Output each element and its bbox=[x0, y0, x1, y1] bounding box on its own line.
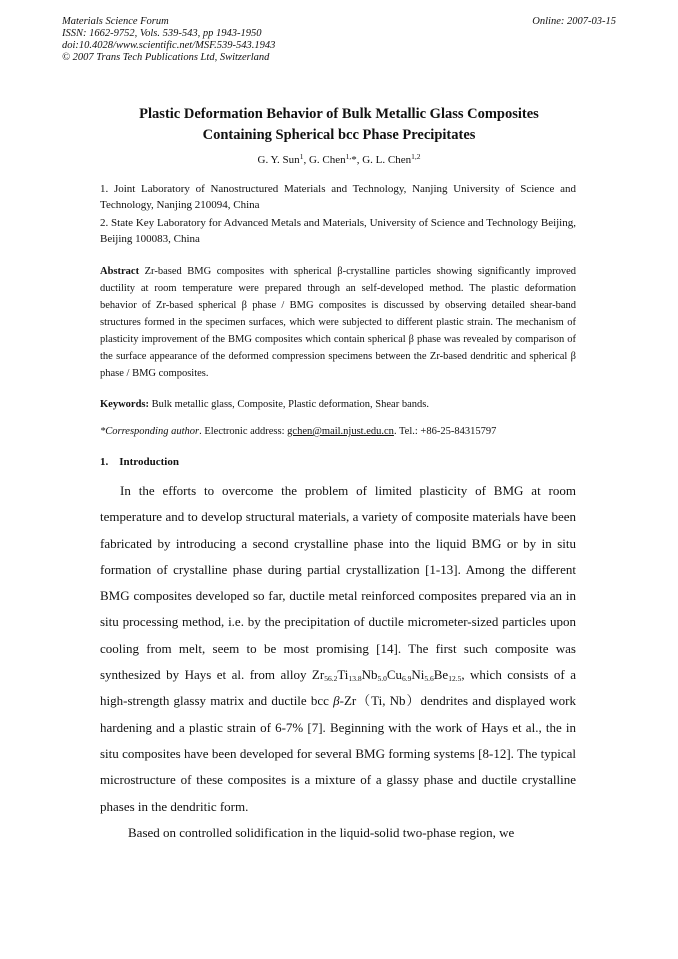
corresponding-text-2: . Tel.: +86-25-84315797 bbox=[393, 426, 497, 437]
intro-text-a: In the efforts to overcome the problem of limited plasticity of BMG at room temperature and to develop structural materials, a variety of composite materials have been fabricated by introducing a second crystalline phase into the liquid BMG or by in situ formation of crystalline phase during partial crystallization [1-13]. Among the different BMG composites developed so far, ductile metal reinforced composites prepared via an in situ processing method, i.e. by the precipitation of ductile micrometer-sized particles upon cooling from melt, seem to be most promising [14]. The first such composite was synthesized by Hays et al. from alloy bbox=[100, 483, 576, 683]
corresponding-author bbox=[100, 425, 576, 439]
alloy-element: Zr bbox=[311, 667, 325, 683]
doi-line: doi:10.4028/www.scientific.net/MSF.539-543.1943 bbox=[62, 40, 276, 51]
section-heading bbox=[100, 455, 179, 469]
intro-text-c: -Zr（Ti, Nb）dendrites and displayed work hardening and a plastic strain of 6-7% [7]. Beginning with the work of Hays et al., the in situ composites have been developed for several BMG forming systems [8-12]. The typical microstructure of these composites is a mixture of a glassy phase and ductile crystalline phases in the dendritic form. bbox=[100, 693, 577, 814]
alloy-subscript: 5.0 bbox=[377, 674, 387, 684]
intro-text-p2: Based on controlled solidification in the liquid-solid two-phase region, we bbox=[128, 824, 515, 840]
alloy-element: Ni bbox=[411, 667, 425, 683]
paragraph bbox=[100, 478, 576, 820]
corresponding-label: *Corresponding author bbox=[100, 426, 200, 437]
title-line-1: Plastic Deformation Behavior of Bulk Metallic Glass Composites bbox=[139, 106, 539, 122]
author-1-affil: 1 bbox=[299, 152, 304, 161]
alloy-subscript: 6.9 bbox=[402, 674, 412, 684]
copyright-line: © 2007 Trans Tech Publications Ltd, Switzerland bbox=[62, 52, 270, 63]
alloy-subscript: 5.6 bbox=[424, 674, 434, 684]
issn-line: ISSN: 1662-9752, Vols. 539-543, pp 1943-1950 bbox=[62, 28, 262, 39]
journal-meta bbox=[62, 16, 275, 64]
abstract bbox=[100, 263, 576, 382]
author-3: G. L. Chen bbox=[362, 154, 412, 166]
author-sep: , bbox=[356, 154, 363, 166]
alloy-element: Cu bbox=[386, 667, 402, 683]
keywords-text: Bulk metallic glass, Composite, Plastic deformation, Shear bands. bbox=[149, 399, 429, 410]
online-date: Online: 2007-03-15 bbox=[532, 16, 616, 27]
intro-text-b: , which consists of a high-strength glassy matrix and ductile bcc bbox=[100, 667, 576, 709]
affiliation-2: 2. State Key Laboratory for Advanced Metals and Materials, University of Science and Technology Beijing, Beijing 100083, China bbox=[100, 217, 576, 245]
abstract-text: Zr-based BMG composites with spherical β-crystalline particles showing significantly improved ductility at room temperature were prepared through an self-developed method. The plastic deformation behavior of Zr-based spherical β phase / BMG composites is discussed by observing detailed shear-band structures formed in the specimen surfaces, which were subjected to different plastic strain. The mechanism of plasticity improvement of the BMG composites which contain spherical β phase was revealed by comparison of the surface appearance of the deformed compression specimens between the Zr-based dendritic and spherical β phase / BMG composites. bbox=[100, 266, 576, 379]
alloy-element: Nb bbox=[361, 667, 378, 683]
paper-title bbox=[100, 104, 578, 146]
keywords bbox=[100, 398, 576, 412]
author-3-affil: 1,2 bbox=[411, 152, 421, 161]
alloy-element: Ti bbox=[337, 667, 349, 683]
email-link[interactable]: gchen@mail.njust.edu.cn bbox=[287, 426, 394, 437]
author-1: G. Y. Sun bbox=[257, 154, 300, 166]
author-2: G. Chen bbox=[308, 154, 346, 166]
keywords-label: Keywords: bbox=[100, 399, 149, 410]
corresponding-text-1: . Electronic address: bbox=[199, 426, 288, 437]
introduction-body bbox=[100, 478, 576, 846]
alloy-subscript: 56.2 bbox=[324, 674, 338, 684]
journal-name: Materials Science Forum bbox=[62, 16, 169, 27]
author-sep: , bbox=[303, 154, 309, 166]
alloy-subscript: 13.8 bbox=[348, 674, 362, 684]
paragraph bbox=[100, 820, 576, 846]
author-list bbox=[100, 153, 578, 167]
section-number: 1. bbox=[100, 456, 109, 468]
title-line-2: Containing Spherical bcc Phase Precipitates bbox=[202, 127, 476, 143]
corresponding-star: * bbox=[351, 154, 357, 166]
alloy-element: Be bbox=[433, 667, 449, 683]
alloy-formula bbox=[312, 667, 461, 682]
affiliation-1: 1. Joint Laboratory of Nanostructured Materials and Technology, Nanjing University of Science and Technology, Nanjing 210094, China bbox=[100, 183, 576, 211]
section-title: Introduction bbox=[119, 456, 179, 468]
alloy-subscript: 12.5 bbox=[448, 674, 462, 684]
abstract-label: Abstract bbox=[100, 266, 140, 277]
beta-symbol: β bbox=[333, 693, 340, 709]
author-2-affil: 1, bbox=[345, 152, 352, 161]
